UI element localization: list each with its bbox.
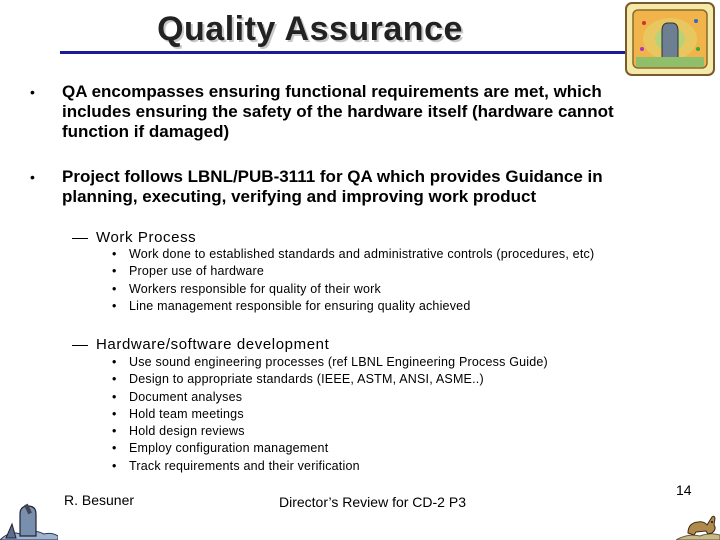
- bullet-marker: •: [30, 169, 35, 185]
- section-heading-text: Hardware/software development: [96, 336, 330, 353]
- bullet-text: Project follows LBNL/PUB-3111 for QA which provides Guidance in planning, executing, verifying and improving work product: [62, 167, 603, 206]
- section-heading-hw-sw-development: [72, 336, 329, 353]
- section-heading-text: Work Process: [96, 229, 197, 246]
- dash-marker: [72, 345, 88, 346]
- hw-sw-development-list: [112, 354, 548, 475]
- list-item: • Line management responsible for ensuring quality achieved: [112, 298, 594, 315]
- section-heading-work-process: [72, 229, 196, 246]
- bullet-text: QA encompasses ensuring functional requirements are met, which includes ensuring the safety of the hardware itself (hardware cannot function if damaged): [62, 82, 614, 141]
- page-number: 14: [676, 482, 692, 498]
- list-item: • Hold design reviews: [112, 423, 548, 440]
- footer-event: Director’s Review for CD-2 P3: [279, 494, 466, 510]
- title-underline: [60, 51, 635, 54]
- project-logo-icon: [624, 1, 716, 77]
- slide-title: Quality Assurance: [157, 10, 463, 48]
- list-item: • Employ configuration management: [112, 440, 548, 457]
- list-item: • Design to appropriate standards (IEEE, ASTM, ANSI, ASME..): [112, 371, 548, 388]
- list-item: • Workers responsible for quality of their work: [112, 281, 594, 298]
- list-item: • Track requirements and their verification: [112, 458, 548, 475]
- list-item: • Work done to established standards and administrative controls (procedures, etc): [112, 246, 594, 263]
- dash-marker: [72, 238, 88, 239]
- bullet-marker: •: [30, 84, 35, 100]
- list-item: • Use sound engineering processes (ref LBNL Engineering Process Guide): [112, 354, 548, 371]
- list-item: • Hold team meetings: [112, 406, 548, 423]
- list-item: • Document analyses: [112, 389, 548, 406]
- list-item: • Proper use of hardware: [112, 263, 594, 280]
- telescope-icon: [0, 500, 58, 540]
- dog-icon: [676, 505, 720, 540]
- footer-author: R. Besuner: [64, 492, 135, 508]
- work-process-list: [112, 246, 594, 315]
